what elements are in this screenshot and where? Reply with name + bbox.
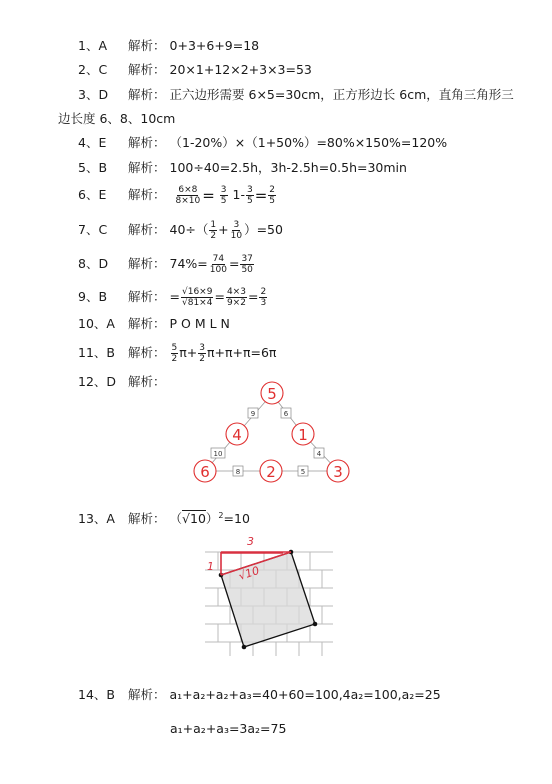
answer-number: 7、C bbox=[78, 222, 108, 237]
fraction: $\frac{6\times 8}{8\times 10}$ bbox=[175, 185, 201, 206]
answer-label: 解析： bbox=[128, 289, 166, 304]
answer-14-line-2: a₁+a₂+a₃=3a₂=75 bbox=[170, 721, 287, 736]
answer-2 bbox=[78, 61, 312, 79]
answer-text: 正六边形需要 6×5=30cm，正方形边长 6cm，直角三角形三 bbox=[169, 87, 514, 102]
circle-number: 4 bbox=[232, 426, 242, 444]
answer-1 bbox=[78, 37, 259, 55]
answer-number: 2、C bbox=[78, 62, 108, 77]
answer-13: 13、A 解析： $(√10)^2=10$ bbox=[78, 511, 250, 527]
answer-label: 解析： bbox=[128, 345, 166, 360]
answer-text: P O M L N bbox=[169, 316, 230, 331]
answer-number: 5、B bbox=[78, 160, 108, 175]
answer-text: 100÷40=2.5h，3h-2.5h=0.5h=30min bbox=[169, 160, 407, 175]
answer-6: 6、E 解析： $\frac{6\times 8}{8\times 10}$ = $\frac{3}{5}$ 1- $\frac{3}{5}$ = $\frac{2}{5}$ bbox=[78, 185, 276, 206]
answer-12 bbox=[78, 373, 170, 391]
answer-label: 解析： bbox=[128, 316, 166, 331]
answer-label: 解析： bbox=[128, 256, 166, 271]
answer-label: 解析： bbox=[128, 135, 166, 150]
answer-label: 解析： bbox=[128, 374, 166, 389]
number-triangle-diagram bbox=[185, 378, 355, 490]
answer-label: 解析： bbox=[128, 511, 166, 527]
brick-grid-square-diagram bbox=[195, 530, 340, 658]
answer-label: 解析： bbox=[128, 62, 166, 77]
box-label: 8 bbox=[235, 468, 241, 476]
fraction: $\frac{3}{10}$ bbox=[230, 220, 243, 241]
answer-label: 解析： bbox=[128, 160, 166, 175]
box-label: 9 bbox=[250, 410, 256, 418]
answer-9: 9、B 解析： = $\frac{√16\times 9}{√81\times 4}$ = $\frac{4\times 3}{9\times 2}$ = $\frac{2}{3}$ bbox=[78, 287, 267, 308]
fraction: $\frac{√16\times 9}{√81\times 4}$ bbox=[182, 287, 213, 308]
fraction: $\frac{1}{2}$ bbox=[210, 220, 217, 241]
answer-number: 9、B bbox=[78, 289, 108, 304]
fraction: $\frac{37}{50}$ bbox=[241, 254, 253, 275]
answer-label: 解析： bbox=[128, 687, 166, 702]
answer-number: 8、D bbox=[78, 256, 109, 271]
answer-label: 解析： bbox=[128, 187, 166, 202]
tilted-square bbox=[221, 552, 315, 647]
answer-text: （1-20%）×（1+50%）=80%×150%=120% bbox=[169, 135, 448, 150]
fraction: $\frac{5}{2}$ bbox=[171, 343, 178, 364]
annotation-label: 1 bbox=[207, 560, 214, 573]
answer-number: 10、A bbox=[78, 316, 115, 331]
answer-number: 6、E bbox=[78, 187, 107, 202]
fraction: $\frac{74}{100}$ bbox=[209, 254, 227, 275]
answer-text: a₁+a₂+a₂+a₃=40+60=100,4a₂=100,a₂=25 bbox=[169, 687, 441, 702]
answer-text: 20×1+12×2+3×3=53 bbox=[169, 62, 312, 77]
answer-number: 11、B bbox=[78, 345, 115, 360]
circle-number: 2 bbox=[266, 463, 276, 481]
answer-number: 14、B bbox=[78, 687, 115, 702]
answer-14 bbox=[78, 686, 441, 704]
box-label: 6 bbox=[283, 410, 289, 418]
answer-11: 11、B 解析： $\frac{5}{2}$ π+ $\frac{3}{2}$ π+π+π=6π bbox=[78, 343, 277, 364]
answer-label: 解析： bbox=[128, 38, 166, 53]
answer-5 bbox=[78, 159, 407, 177]
answer-label: 解析： bbox=[128, 87, 166, 102]
answer-number: 3、D bbox=[78, 87, 109, 102]
circle-number: 3 bbox=[333, 463, 343, 481]
fraction: $\frac{2}{3}$ bbox=[260, 287, 267, 308]
box-label: 4 bbox=[316, 450, 322, 458]
box-label: 5 bbox=[300, 468, 306, 476]
answer-number: 4、E bbox=[78, 135, 107, 150]
fraction: $\frac{3}{5}$ bbox=[220, 185, 227, 206]
answer-10 bbox=[78, 315, 230, 333]
circle-number: 1 bbox=[298, 426, 308, 444]
answer-number: 13、A bbox=[78, 511, 115, 527]
circle-number: 6 bbox=[200, 463, 210, 481]
answer-8: 8、D 解析： 74%= $\frac{74}{100}$ = $\frac{37}{50}$ bbox=[78, 254, 253, 275]
annotation-label: 3 bbox=[247, 535, 254, 548]
fraction: $\frac{4\times 3}{9\times 2}$ bbox=[226, 287, 246, 308]
answer-text: 0+3+6+9=18 bbox=[169, 38, 260, 53]
annotation-label: √10 bbox=[236, 563, 261, 583]
fraction: $\frac{2}{5}$ bbox=[269, 185, 276, 206]
answer-number: 1、A bbox=[78, 38, 108, 53]
box-label: 10 bbox=[213, 450, 223, 458]
sqrt-ten: √10 bbox=[182, 511, 206, 527]
fraction: $\frac{3}{5}$ bbox=[246, 185, 253, 206]
answer-7: 7、C 解析： 40÷（ $\frac{1}{2}$ + $\frac{3}{10}$ ）=50 bbox=[78, 220, 283, 241]
fraction: $\frac{3}{2}$ bbox=[199, 343, 205, 364]
answer-3-continuation: 边长度 6、8、10cm bbox=[58, 111, 176, 126]
answer-4 bbox=[78, 134, 447, 152]
circle-number: 5 bbox=[267, 385, 277, 403]
answer-3 bbox=[78, 86, 514, 104]
answer-label: 解析： bbox=[128, 222, 166, 237]
answer-number: 12、D bbox=[78, 374, 117, 389]
